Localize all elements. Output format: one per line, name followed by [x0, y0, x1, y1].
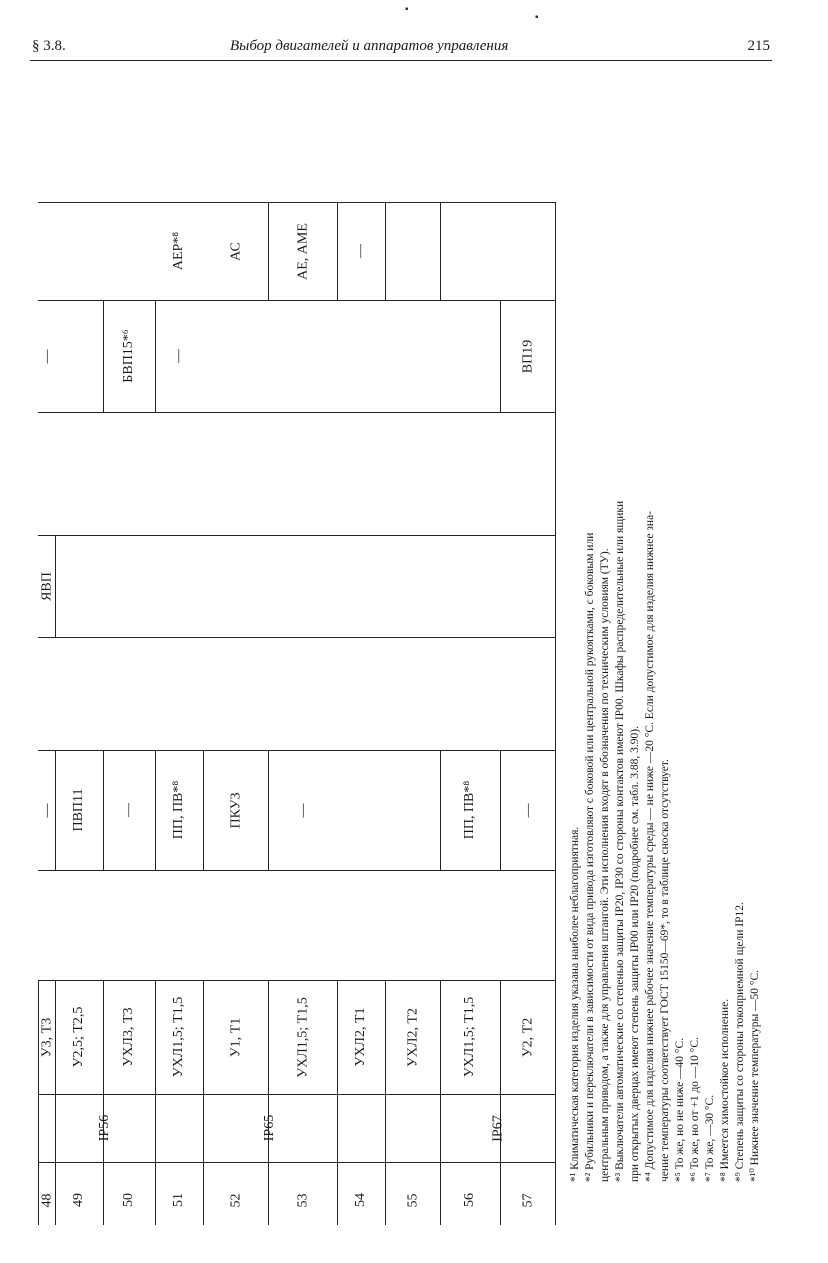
- cell-text: —: [38, 349, 54, 363]
- row-number: [500, 1162, 555, 1238]
- cell-text: УХЛ2, Т2: [404, 1007, 420, 1067]
- cell-text: 49: [71, 1193, 86, 1207]
- cell-text: 53: [294, 1193, 310, 1207]
- cell-text: ЯВП: [38, 571, 54, 601]
- row-number: [268, 1162, 337, 1238]
- page-running-title: Выбор двигателей и аппаратов управления: [230, 38, 509, 54]
- cell-text: —: [353, 244, 368, 258]
- cell-text: УХЛ2, Т1: [353, 1007, 368, 1067]
- footnote-line: *¹ Климатическая категория изделия указана наиболее неблагоприятная.: [569, 826, 581, 1182]
- cell-text: —: [294, 803, 310, 817]
- device-column-8: [103, 300, 155, 412]
- cell-text: У2, Т2: [519, 1017, 535, 1057]
- footnote-line: *⁸ Имеется химостойкое исполнение.: [719, 998, 731, 1182]
- footnote-line: чение температуры соответствует ГОСТ 15150—69*, то в таблице сноска отсутствует.: [659, 759, 671, 1182]
- row-number: [103, 1162, 155, 1238]
- footnote-line: *⁷ То же, —30 °С.: [704, 1094, 716, 1182]
- cell-text: —: [519, 803, 535, 817]
- device-column-4: [203, 750, 268, 870]
- protection-degree: [440, 1094, 555, 1162]
- scan-speck: ▪: [535, 12, 539, 23]
- device-column-4: [155, 750, 203, 870]
- device-column-4: [268, 750, 337, 870]
- climate-category: [337, 980, 385, 1094]
- cell-rule: [440, 202, 441, 300]
- footnote-line: центральным приводом, а также для управления штангой. Эти исполнения входят в обозначения по техническим условиям (ТУ).: [599, 548, 611, 1182]
- footnote-line: *⁹ Степень защиты со стороны токоприемной щели IP12.: [734, 902, 746, 1182]
- column-rule: [38, 412, 555, 413]
- cell-text: ПВП11: [71, 788, 86, 832]
- footnote-line: *² Рубильники и переключатели в зависимости от вида привода изготовляют с боковой или центральной рукоятками, с боковым или: [584, 532, 596, 1182]
- row-number: [55, 1162, 103, 1238]
- column-rule: [38, 637, 555, 638]
- cell-text: У3, Т3: [38, 1017, 54, 1057]
- cell-text: АС: [227, 241, 243, 261]
- row-number: [337, 1162, 385, 1238]
- footnote-line: *³ Выключатели автоматические со степенью защиты IP20, IP30 со стороны контактов имеют IP00. Шкафы распределительные или ящики: [614, 500, 626, 1182]
- cell-text: 52: [227, 1193, 243, 1207]
- cell-text: 55: [404, 1193, 420, 1207]
- row-number: [38, 1162, 55, 1238]
- device-column-9: [268, 202, 337, 300]
- cell-text: УХЛ3, Т3: [121, 1007, 136, 1067]
- climate-category: [385, 980, 440, 1094]
- column-rule: [38, 535, 555, 536]
- cell-text: ПКУ3: [227, 791, 243, 829]
- cell-text: УХЛ1,5; Т1,5: [294, 996, 310, 1078]
- protection-degree: [203, 1094, 337, 1162]
- cell-rule: [385, 202, 386, 300]
- device-column-4: [103, 750, 155, 870]
- page-number: 215: [747, 38, 770, 54]
- cell-text: 50: [121, 1193, 136, 1207]
- cell-text: БВП15*⁶: [121, 329, 136, 383]
- device-column-9: [155, 202, 203, 300]
- cell-text: 57: [519, 1193, 535, 1207]
- cell-text: У1, Т1: [227, 1017, 243, 1057]
- cell-text: АЕ, АМЕ: [294, 222, 310, 280]
- climate-category: [155, 980, 203, 1094]
- row-number: [440, 1162, 500, 1238]
- row-number: [385, 1162, 440, 1238]
- device-column-9: [337, 202, 385, 300]
- row-number: [203, 1162, 268, 1238]
- device-column-8: [38, 300, 55, 412]
- climate-category: [203, 980, 268, 1094]
- cell-text: АЕР*⁸: [171, 231, 186, 271]
- climate-category: [103, 980, 155, 1094]
- scan-speck: ▪: [405, 4, 409, 15]
- footnote-line: *¹⁰ Нижнее значение температуры —50 °С.: [749, 969, 761, 1182]
- cell-text: —: [38, 803, 54, 817]
- climate-category: [268, 980, 337, 1094]
- footnote-line: *⁵ То же, но не ниже —40 °С.: [674, 1037, 686, 1182]
- section-number: § 3.8.: [32, 38, 66, 54]
- device-column-8: [155, 300, 203, 412]
- device-column-4: [440, 750, 500, 870]
- cell-text: IP56: [97, 1114, 112, 1142]
- cell-text: УХЛ1,5; Т1,5: [462, 996, 477, 1078]
- cell-text: 51: [171, 1193, 186, 1207]
- device-column-4: [55, 750, 103, 870]
- device-column-9: [203, 202, 268, 300]
- climate-category: [55, 980, 103, 1094]
- protection-degree: [55, 1094, 155, 1162]
- device-column-4: [38, 750, 55, 870]
- device-column-4: [500, 750, 555, 870]
- cell-text: ПП, ПВ*⁸: [462, 780, 477, 840]
- cell-text: —: [121, 803, 136, 817]
- climate-category: [38, 980, 55, 1094]
- climate-category: [440, 980, 500, 1094]
- footnote-line: при открытых дверцах имеют степень защиты IP00 или IP20 (подробнее см. табл. 3.88, 3.90).: [629, 725, 641, 1182]
- cell-text: 48: [38, 1193, 54, 1207]
- row-number: [155, 1162, 203, 1238]
- cell-text: У2,5; Т2,5: [71, 1006, 86, 1068]
- device-column-8: [500, 300, 555, 412]
- cell-text: 56: [462, 1193, 477, 1207]
- cell-text: IP65: [262, 1114, 277, 1142]
- cell-text: —: [171, 349, 186, 363]
- header-rule: [30, 60, 772, 61]
- device-column-6: [38, 535, 55, 637]
- cell-text: IP67: [489, 1114, 505, 1142]
- footnote-line: *⁶ То же, но от +1 до —10 °С.: [689, 1037, 701, 1182]
- footnote-line: *⁴ Допустимое для изделия нижнее рабочее значение температуры среды — не ниже —20 °С. Если допустимое для изделия нижнее зна-: [644, 510, 656, 1182]
- climate-category: [500, 980, 555, 1094]
- cell-text: ВП19: [519, 339, 535, 373]
- cell-text: ПП, ПВ*⁸: [171, 780, 186, 840]
- cell-text: 54: [353, 1193, 368, 1207]
- cell-text: УХЛ1,5; Т1,5: [171, 996, 186, 1078]
